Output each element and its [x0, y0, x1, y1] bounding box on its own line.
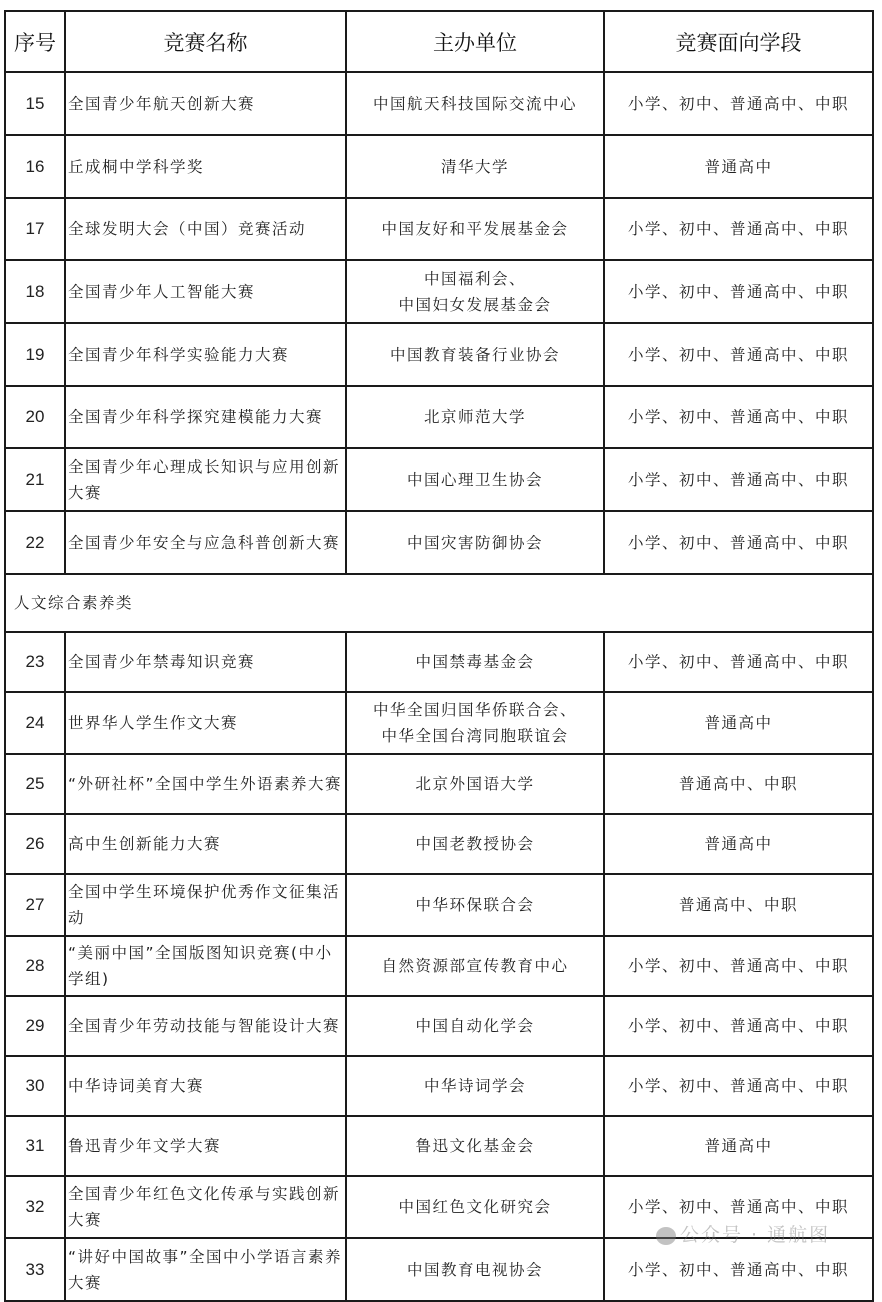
category-row — [5, 574, 873, 632]
cell-organizer — [346, 692, 604, 754]
cell-name: 全国青少年安全与应急科普创新大赛 — [65, 511, 346, 574]
header-name: 竞赛名称 — [65, 11, 346, 72]
table-row — [5, 1176, 873, 1238]
organizer-line: 中华全国台湾同胞联谊会 — [381, 727, 569, 745]
cell-no: 20 — [5, 386, 65, 448]
cell-name: 高中生创新能力大赛 — [65, 814, 346, 874]
table-row — [5, 692, 873, 754]
cell-name: 全国青少年劳动技能与智能设计大赛 — [65, 996, 346, 1056]
cell-stage: 普通高中 — [604, 1116, 873, 1176]
organizer-line: 中国妇女发展基金会 — [398, 295, 552, 314]
organizer-line: 中华全国归国华侨联合会、 — [372, 701, 577, 719]
organizer-line: 中国福利会、 — [423, 269, 526, 288]
cell-organizer: 中国老教授协会 — [346, 814, 604, 874]
table-row — [5, 632, 873, 692]
cell-no: 27 — [5, 874, 65, 936]
table-row — [5, 936, 873, 996]
cell-name: 鲁迅青少年文学大赛 — [65, 1116, 346, 1176]
cell-stage: 小学、初中、普通高中、中职 — [604, 936, 873, 996]
cell-organizer: 北京外国语大学 — [346, 754, 604, 814]
cell-no: 33 — [5, 1238, 65, 1301]
cell-organizer: 中国心理卫生协会 — [346, 448, 604, 511]
cell-stage: 普通高中 — [604, 135, 873, 198]
cell-stage: 普通高中 — [604, 692, 873, 754]
cell-organizer: 中华诗词学会 — [346, 1056, 604, 1116]
table-row — [5, 135, 873, 198]
cell-name: “外研社杯”全国中学生外语素养大赛 — [65, 754, 346, 814]
cell-name: “美丽中国”全国版图知识竞赛(中小学组) — [65, 936, 346, 996]
cell-no: 31 — [5, 1116, 65, 1176]
competition-table — [4, 10, 874, 1302]
cell-no: 30 — [5, 1056, 65, 1116]
table-row — [5, 1056, 873, 1116]
cell-stage: 小学、初中、普通高中、中职 — [604, 632, 873, 692]
table-row — [5, 260, 873, 323]
table-row — [5, 448, 873, 511]
cell-organizer: 中国灾害防御协会 — [346, 511, 604, 574]
category-label: 人文综合素养类 — [5, 574, 873, 632]
cell-stage: 小学、初中、普通高中、中职 — [604, 511, 873, 574]
cell-name: 全国青少年航天创新大赛 — [65, 72, 346, 135]
cell-stage: 小学、初中、普通高中、中职 — [604, 386, 873, 448]
cell-name: 全国青少年科学实验能力大赛 — [65, 323, 346, 386]
table-row — [5, 814, 873, 874]
cell-no: 16 — [5, 135, 65, 198]
cell-stage: 小学、初中、普通高中、中职 — [604, 323, 873, 386]
cell-name: 全球发明大会（中国）竞赛活动 — [65, 198, 346, 260]
cell-name: “讲好中国故事”全国中小学语言素养大赛 — [65, 1238, 346, 1301]
table-row — [5, 511, 873, 574]
cell-organizer: 中国红色文化研究会 — [346, 1176, 604, 1238]
cell-organizer — [346, 260, 604, 323]
cell-organizer: 北京师范大学 — [346, 386, 604, 448]
header-stage: 竞赛面向学段 — [604, 11, 873, 72]
cell-organizer: 中国自动化学会 — [346, 996, 604, 1056]
cell-no: 28 — [5, 936, 65, 996]
cell-name: 中华诗词美育大赛 — [65, 1056, 346, 1116]
cell-stage: 普通高中、中职 — [604, 754, 873, 814]
cell-name: 全国青少年红色文化传承与实践创新大赛 — [65, 1176, 346, 1238]
table-row — [5, 874, 873, 936]
cell-no: 24 — [5, 692, 65, 754]
cell-no: 15 — [5, 72, 65, 135]
cell-organizer: 自然资源部宣传教育中心 — [346, 936, 604, 996]
cell-no: 25 — [5, 754, 65, 814]
table-row — [5, 1116, 873, 1176]
cell-name: 全国青少年人工智能大赛 — [65, 260, 346, 323]
cell-no: 21 — [5, 448, 65, 511]
cell-no: 32 — [5, 1176, 65, 1238]
table-row — [5, 386, 873, 448]
table-row — [5, 323, 873, 386]
table-row — [5, 1238, 873, 1301]
table-row — [5, 754, 873, 814]
cell-no: 19 — [5, 323, 65, 386]
table-row — [5, 198, 873, 260]
watermark-text: 公众号 · 通航图 — [680, 1224, 831, 1246]
cell-name: 全国青少年禁毒知识竞赛 — [65, 632, 346, 692]
cell-stage: 小学、初中、普通高中、中职 — [604, 996, 873, 1056]
cell-organizer: 中国教育装备行业协会 — [346, 323, 604, 386]
cell-no: 17 — [5, 198, 65, 260]
table-header-row — [5, 11, 873, 72]
header-organizer: 主办单位 — [346, 11, 604, 72]
cell-stage: 小学、初中、普通高中、中职 — [604, 448, 873, 511]
cell-no: 18 — [5, 260, 65, 323]
cell-name: 全国中学生环境保护优秀作文征集活动 — [65, 874, 346, 936]
header-no: 序号 — [5, 11, 65, 72]
cell-organizer: 中国教育电视协会 — [346, 1238, 604, 1301]
cell-organizer: 中国友好和平发展基金会 — [346, 198, 604, 260]
cell-stage: 小学、初中、普通高中、中职 — [604, 1238, 873, 1301]
table-row — [5, 72, 873, 135]
cell-stage: 普通高中 — [604, 814, 873, 874]
cell-stage: 小学、初中、普通高中、中职 — [604, 72, 873, 135]
cell-organizer: 中国航天科技国际交流中心 — [346, 72, 604, 135]
cell-stage: 普通高中、中职 — [604, 874, 873, 936]
cell-organizer: 中国禁毒基金会 — [346, 632, 604, 692]
cell-stage: 小学、初中、普通高中、中职 — [604, 1176, 873, 1238]
cell-no: 29 — [5, 996, 65, 1056]
cell-name: 世界华人学生作文大赛 — [65, 692, 346, 754]
cell-name: 全国青少年科学探究建模能力大赛 — [65, 386, 346, 448]
cell-stage: 小学、初中、普通高中、中职 — [604, 1056, 873, 1116]
table-row — [5, 996, 873, 1056]
cell-organizer: 鲁迅文化基金会 — [346, 1116, 604, 1176]
cell-no: 23 — [5, 632, 65, 692]
cell-name: 全国青少年心理成长知识与应用创新大赛 — [65, 448, 346, 511]
cell-no: 22 — [5, 511, 65, 574]
cell-organizer: 中华环保联合会 — [346, 874, 604, 936]
cell-stage: 小学、初中、普通高中、中职 — [604, 198, 873, 260]
cell-no: 26 — [5, 814, 65, 874]
cell-organizer: 清华大学 — [346, 135, 604, 198]
cell-name: 丘成桐中学科学奖 — [65, 135, 346, 198]
cell-stage: 小学、初中、普通高中、中职 — [604, 260, 873, 323]
